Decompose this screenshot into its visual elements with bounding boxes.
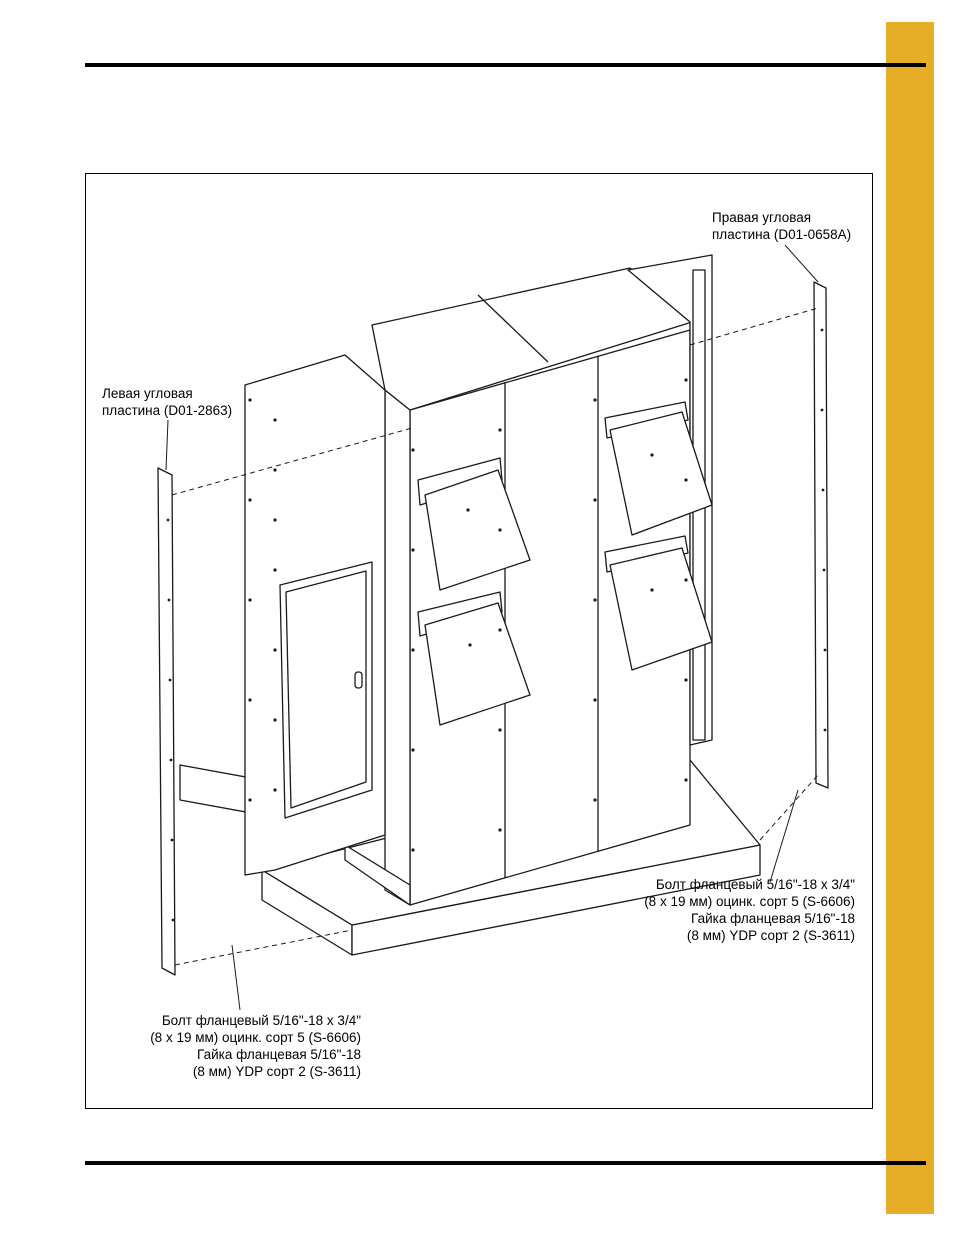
left-hardware-label: Болт фланцевый 5/16"-18 x 3/4" (8 x 19 мм) оцинк. сорт 5 (S-6606) Гайка фланцевая 5/16"-18 (8 мм) YDP сорт 2 (S-3611) [150, 1013, 361, 1079]
right-plate-label: Правая угловая пластина (D01-0658A) [712, 210, 852, 242]
left-plate-label: Левая угловая пластина (D01-2863) [102, 386, 233, 418]
left-corner-plate [158, 468, 175, 975]
leader-right-hardware [770, 790, 798, 882]
inspection-door-inner [286, 571, 366, 808]
leader-right-plate [785, 245, 818, 282]
right-corner-plate [814, 282, 828, 788]
door-handle [355, 672, 362, 688]
leader-left-plate [166, 420, 168, 470]
align-line-left-bottom [175, 930, 352, 965]
leader-left-hardware [232, 945, 240, 1010]
align-line-right-bottom [760, 775, 818, 840]
right-hardware-label: Болт фланцевый 5/16"-18 x 3/4" (8 x 19 мм) оцинк. сорт 5 (S-6606) Гайка фланцевая 5/16"-18 (8 мм) YDP сорт 2 (S-3611) [644, 877, 855, 943]
cabinet-side [385, 390, 410, 905]
